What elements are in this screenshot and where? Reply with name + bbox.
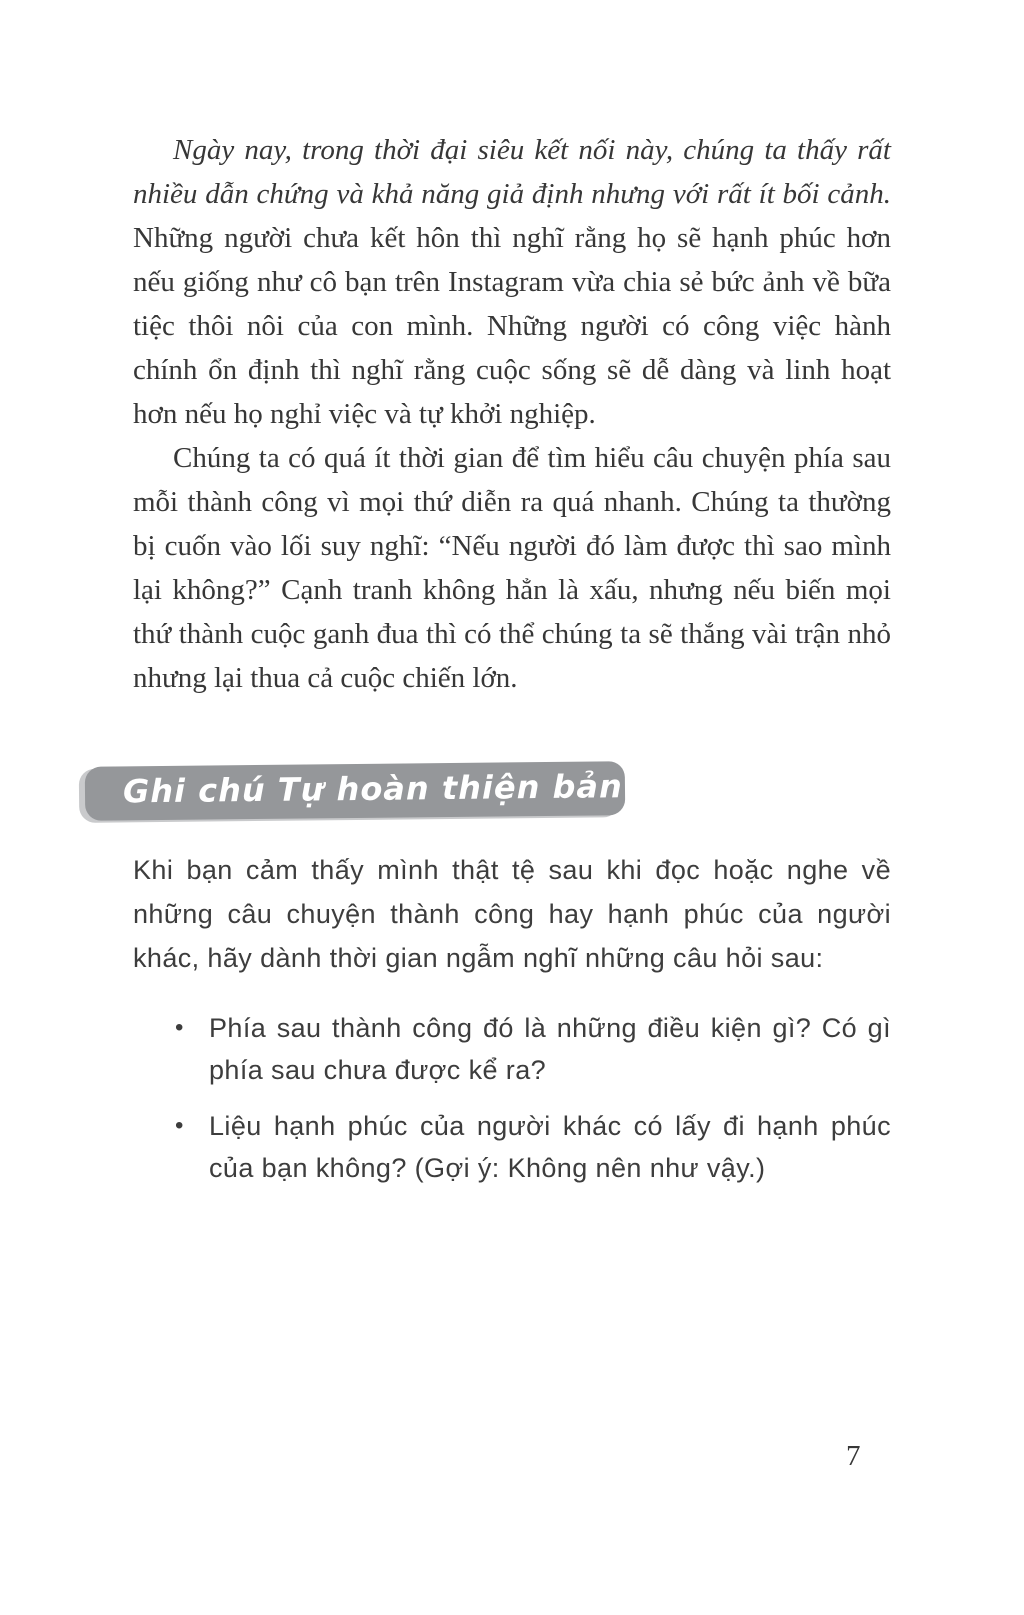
bullet-icon: • xyxy=(175,1014,184,1041)
paragraph-too-little-time: Chúng ta có quá ít thời gian để tìm hiểu câu chuyện phía sau mỗi thành công vì mọi thứ diễn ra quá nhanh. Chúng ta thường bị cuốn vào lối suy nghĩ: “Nếu người đó làm được thì sao mình lại không?” Cạnh tranh không hẳn là xấu, nhưng nếu biến mọi thứ thành cuộc ganh đua thì có thể chúng ta sẽ thắng vài trận nhỏ nhưng lại thua cả cuộc chiến lớn. xyxy=(133,442,891,694)
paragraph-regular-continuation: Những người chưa kết hôn thì nghĩ rằng họ sẽ hạnh phúc hơn nếu giống như cô bạn trên Instagram vừa chia sẻ bức ảnh về bữa tiệc thôi nôi của con mình. Những người có công việc hành chính ổn định thì nghĩ rằng cuộc sống sẽ dễ dàng và linh hoạt hơn nếu họ nghỉ việc và tự khởi nghiệp. xyxy=(133,222,891,430)
bullet-text: Phía sau thành công đó là những điều kiện gì? Có gì phía sau chưa được kể ra? xyxy=(209,1013,891,1085)
paragraph-hyperconnected-era xyxy=(133,128,891,436)
bullet-text: Liệu hạnh phúc của người khác có lấy đi hạnh phúc của bạn không? (Gợi ý: Không nên như vậy.) xyxy=(209,1111,891,1183)
list-item xyxy=(175,1105,891,1189)
reflection-questions-list xyxy=(133,1007,891,1189)
bullet-icon: • xyxy=(175,1112,184,1139)
note-band-label: Ghi chú Tự hoàn thiện bản thân xyxy=(122,766,722,811)
self-improvement-note-band xyxy=(85,761,722,821)
note-intro-text: Khi bạn cảm thấy mình thật tệ sau khi đọc hoặc nghe về những câu chuyện thành công hay hạnh phúc của người khác, hãy dành thời gian ngẫm nghĩ những câu hỏi sau: xyxy=(133,855,891,973)
page-content xyxy=(122,128,891,1203)
paragraph-italic-lead: Ngày nay, trong thời đại siêu kết nối này, chúng ta thấy rất nhiều dẫn chứng và khả năng giả định nhưng với rất ít bối cảnh. xyxy=(133,134,891,210)
page-number: 7 xyxy=(846,1440,861,1472)
list-item xyxy=(175,1007,891,1091)
